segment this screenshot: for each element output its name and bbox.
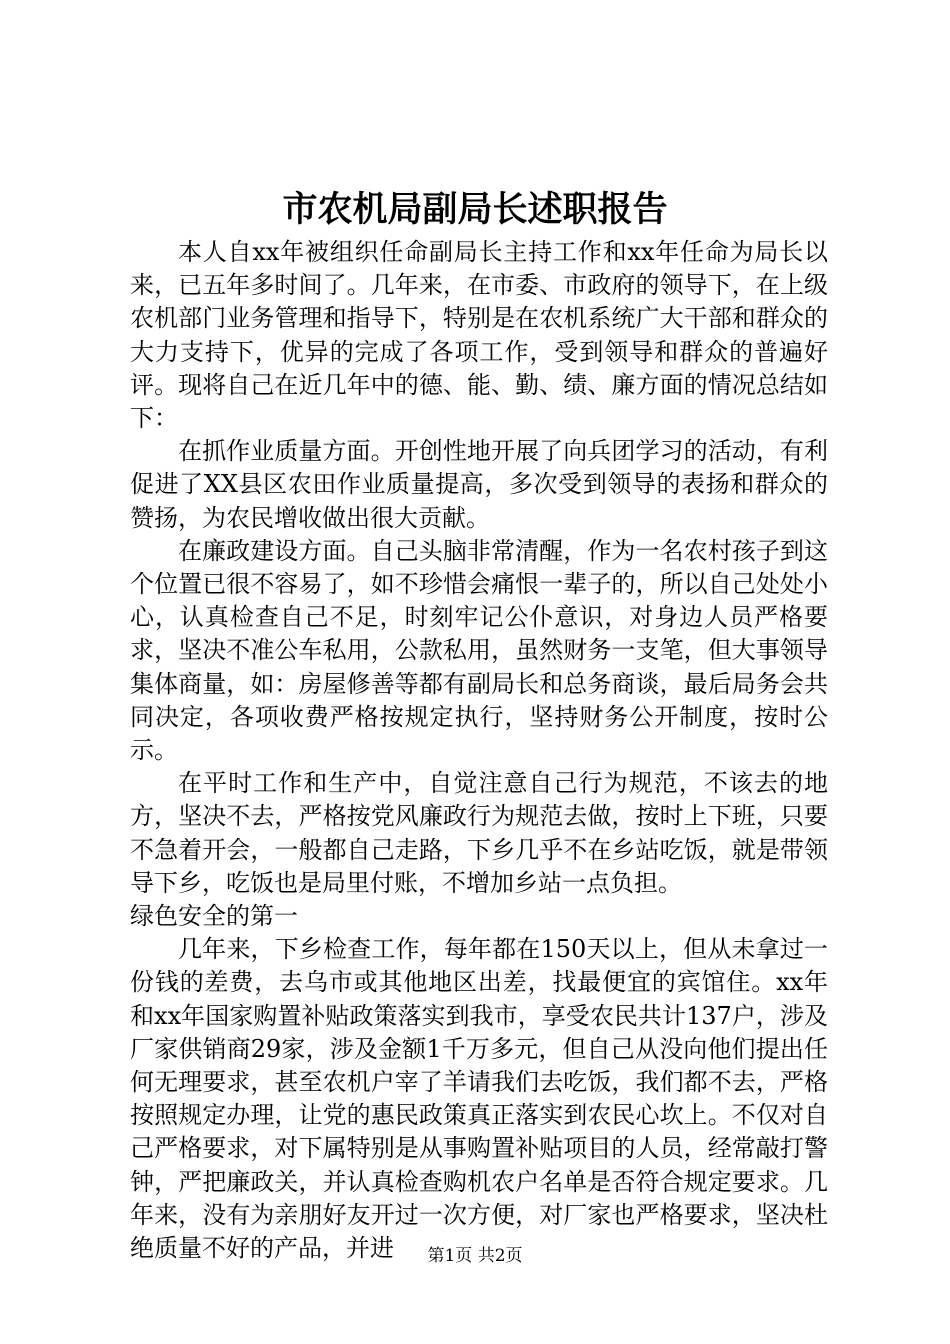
paragraph-inspection: 几年来，下乡检查工作，每年都在150天以上，但从未拿过一份钱的差费，去乌市或其他地区出差，找最便宜的宾馆住。xx年和xx年国家购置补贴政策落实到我市，享受农民共计137户，涉及厂家供销商29家，涉及金额1千万多元，但自己从没向他们提出任何无理要求，甚至农机户宰了羊请我们去吃饭，我们都不去，严格按照规定办理，让党的惠民政策真正落实到农民心坎上。不仅对自己严格要求，对下属特别是从事购置补贴项目的人员，经常敲打警钟，严把廉政关，并认真检查购机农户名单是否符合规定要求。几年来，没有为亲朋好友开过一次方便，对厂家也严格要求，坚决杜绝质量不好的产品，并进 — [130, 935, 828, 1263]
document-title: 市农机局副局长述职报告 — [282, 189, 668, 230]
paragraph-work-quality: 在抓作业质量方面。开创性地开展了向兵团学习的活动，有利促进了XX县区农田作业质量提高，多次受到领导的表扬和群众的赞扬，为农民增收做出很大贡献。 — [130, 437, 828, 532]
document-body — [130, 236, 828, 1265]
paragraph-intro: 本人自xx年被组织任命副局长主持工作和xx年任命为局长以来，已五年多时间了。几年来，在市委、市政府的领导下，在上级农机部门业务管理和指导下，特别是在农机系统广大干部和群众的大力支持下，优异的完成了各项工作，受到领导和群众的普遍好评。现将自己在近几年中的德、能、勤、绩、廉方面的情况总结如下： — [130, 238, 828, 433]
paragraph-fragment: 绿色安全的第一 — [130, 902, 298, 931]
page-number-footer: 第1页 共2页 — [427, 1246, 523, 1266]
paragraph-daily-conduct: 在平时工作和生产中，自觉注意自己行为规范，不该去的地方，坚决不去，严格按党风廉政行为规范去做，按时上下班，只要不急着开会，一般都自己走路，下乡几乎不在乡站吃饭，就是带领导下乡，吃饭也是局里付账，不增加乡站一点负担。 — [130, 769, 828, 897]
paragraph-integrity: 在廉政建设方面。自己头脑非常清醒，作为一名农村孩子到这个位置已很不容易了，如不珍惜会痛恨一辈子的，所以自己处处小心，认真检查自己不足，时刻牢记公仆意识，对身边人员严格要求，坚决不准公车私用，公款私用，虽然财务一支笔，但大事领导集体商量，如：房屋修善等都有副局长和总务商谈，最后局务会共同决定，各项收费严格按规定执行，坚持财务公开制度，按时公示。 — [130, 536, 828, 765]
